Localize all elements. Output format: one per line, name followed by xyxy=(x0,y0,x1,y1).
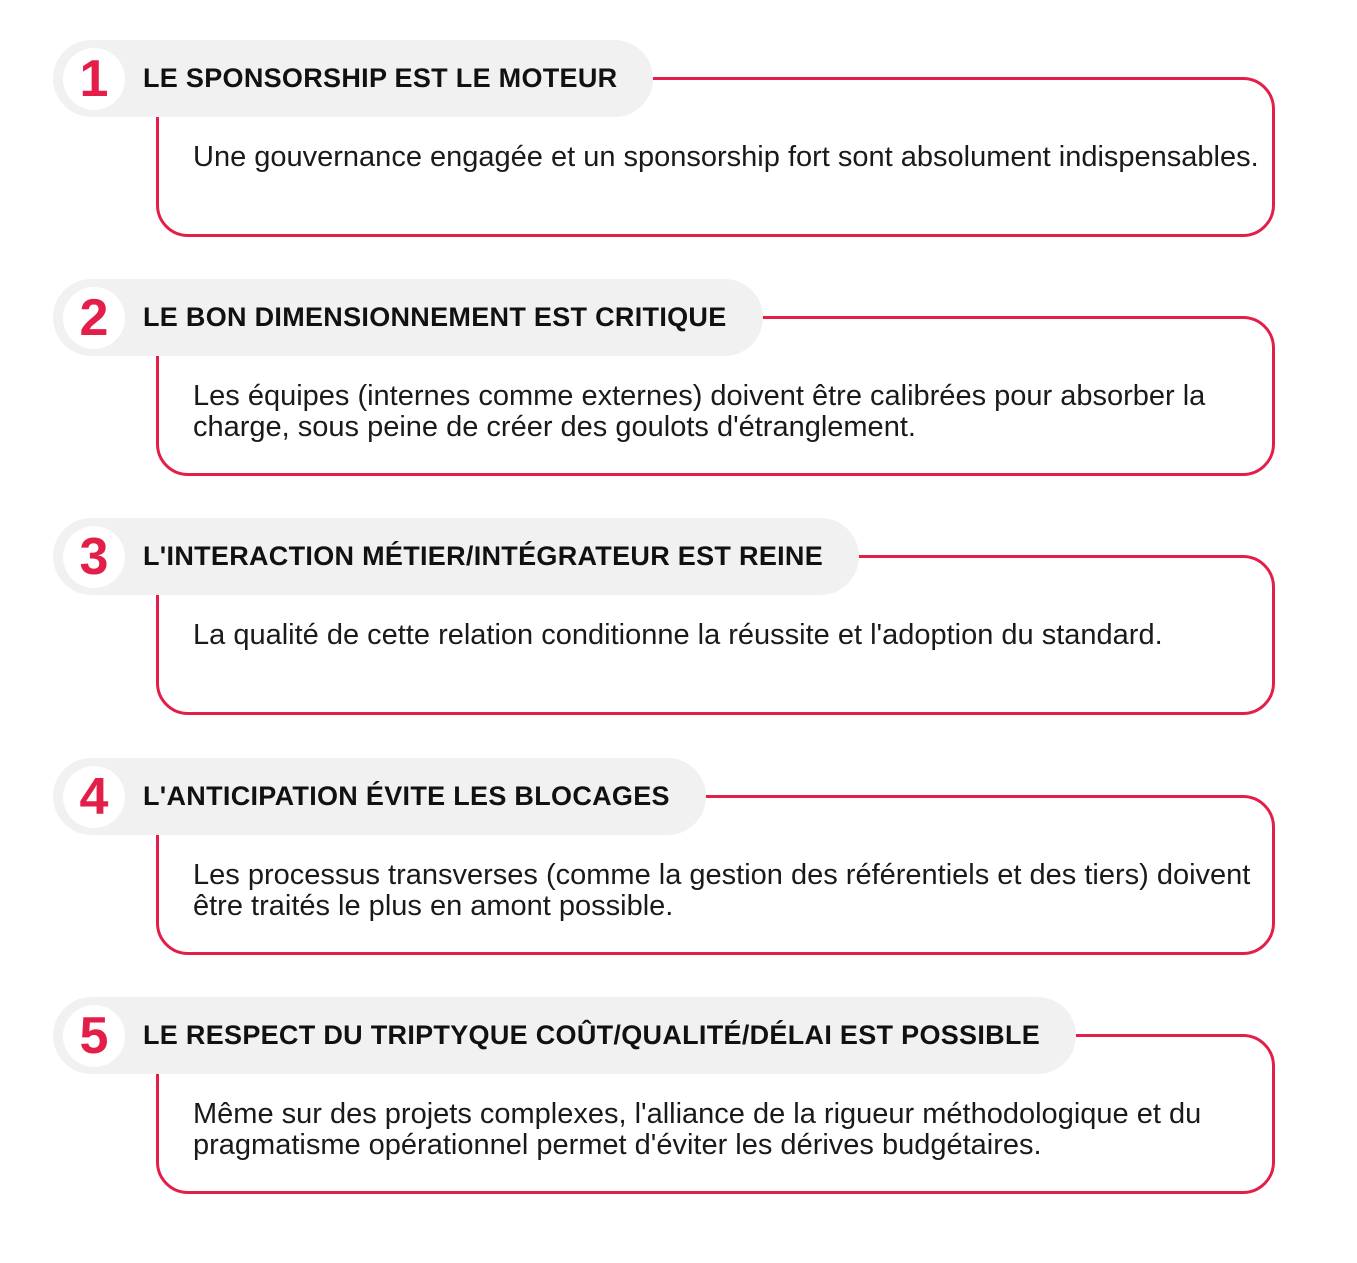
lesson-body: Même sur des projets complexes, l'alliance de la rigueur méthodologique et du pragmatisme opérationnel permet d'éviter les dérives budgétaires. xyxy=(193,1098,1202,1161)
lesson-header xyxy=(53,279,763,356)
lesson-body: Une gouvernance engagée et un sponsorship fort sont absolument indispensables. xyxy=(193,141,1259,173)
lesson-body: La qualité de cette relation conditionne la réussite et l'adoption du standard. xyxy=(193,619,1163,651)
lesson-header xyxy=(53,518,859,595)
lesson-title: LE SPONSORSHIP EST LE MOTEUR xyxy=(143,63,618,93)
number-badge: 2 xyxy=(63,287,125,349)
lesson-header xyxy=(53,997,1076,1074)
lesson-header xyxy=(53,40,653,117)
lesson-header xyxy=(53,758,706,835)
number-badge: 5 xyxy=(63,1005,125,1067)
lesson-title: LE RESPECT DU TRIPTYQUE COÛT/QUALITÉ/DÉLAI EST POSSIBLE xyxy=(143,1020,1041,1050)
lesson-item-2 xyxy=(0,279,1357,479)
lesson-item-5 xyxy=(0,997,1357,1197)
lesson-body: Les processus transverses (comme la gestion des référentiels et des tiers) doivent être traités le plus en amont possible. xyxy=(193,859,1251,922)
lesson-item-3 xyxy=(0,518,1357,718)
number-badge: 4 xyxy=(63,766,125,828)
lesson-item-1 xyxy=(0,40,1357,240)
lesson-title: L'INTERACTION MÉTIER/INTÉGRATEUR EST REINE xyxy=(143,541,824,571)
number-badge: 3 xyxy=(63,526,125,588)
number-badge: 1 xyxy=(63,48,125,110)
lesson-title: L'ANTICIPATION ÉVITE LES BLOCAGES xyxy=(143,781,670,811)
lesson-item-4 xyxy=(0,758,1357,958)
lesson-title: LE BON DIMENSIONNEMENT EST CRITIQUE xyxy=(143,302,727,332)
lesson-body: Les équipes (internes comme externes) doivent être calibrées pour absorber la charge, sous peine de créer des goulots d'étranglement. xyxy=(193,380,1206,443)
